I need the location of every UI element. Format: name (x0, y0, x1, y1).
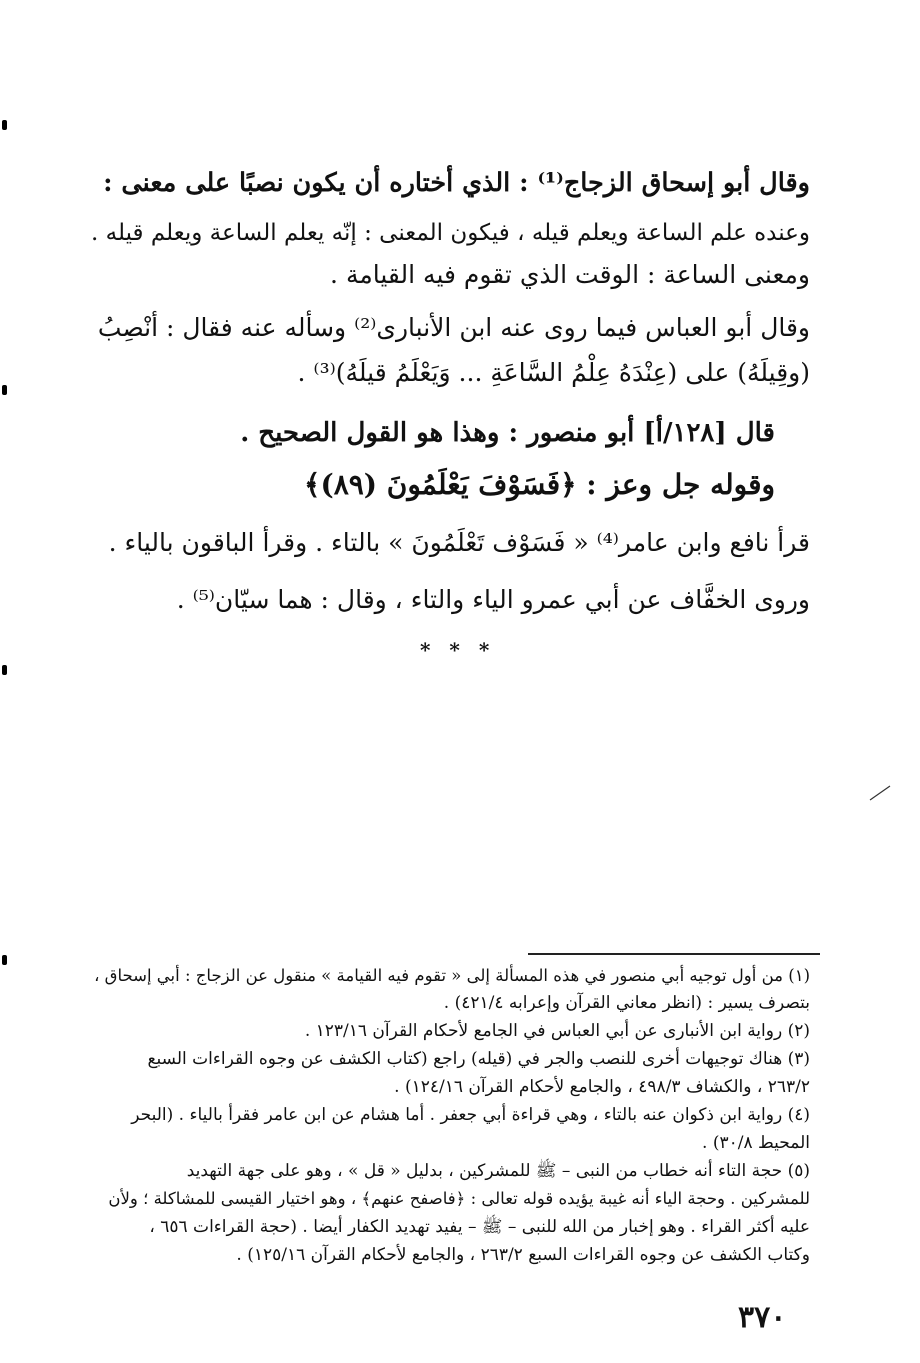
footnote-3: (٣) هناك توجيهات أخرى للنصب والجر في (قيله) راجع (كتاب الكشف عن وجوه القراءات السبع (147, 1049, 810, 1069)
body-line-8: قرأ نافع وابن عامر⁽⁴⁾ « فَسَوْف تَعْلَمُونَ » بالتاء . وقرأ الباقون بالياء . (108, 528, 810, 557)
scan-mark (2, 120, 7, 130)
footnote-4-cont: المحيط ٣٠/٨) . (702, 1133, 810, 1153)
scan-mark (2, 385, 7, 395)
footnote-5: (٥) حجة التاء أنه خطاب من النبى – ﷺ للمشركين ، بدليل « قل » ، وهو على جهة التهديد (186, 1161, 810, 1181)
footnote-2: (٢) رواية ابن الأنبارى عن أبي العباس في الجامع لأحكام القرآن ١٢٣/١٦ . (304, 1021, 810, 1041)
body-line-2: وعنده علم الساعة ويعلم قيله ، فيكون المعنى : إنّه يعلم الساعة ويعلم قيله . (91, 220, 810, 246)
footnote-4: (٤) رواية ابن ذكوان عنه بالتاء ، وهي قراءة أبي جعفر . أما هشام عن ابن عامر فقرأ بالياء . (البحر (131, 1105, 810, 1125)
pen-stroke-mark (868, 782, 892, 802)
footnote-rule (528, 953, 820, 955)
footnote-1: (١) من أول توجيه أبي منصور في هذه المسألة إلى « تقوم فيه القيامة » منقول عن الزجاج : أبي إسحاق ، (94, 966, 810, 985)
verse-line: وقوله جل وعز : ﴿فَسَوْفَ يَعْلَمُونَ (٨٩)﴾ (304, 468, 775, 501)
body-line-1: وقال أبو إسحاق الزجاج⁽¹⁾ : الذي أختاره أن يكون نصبًا على معنى : (103, 168, 810, 198)
body-line-3: ومعنى الساعة : الوقت الذي تقوم فيه القيامة . (330, 260, 810, 289)
body-line-5: (وقِيلَهُ) على (عِنْدَهُ عِلْمُ السَّاعَةِ ... وَيَعْلَمُ قيلَهُ)⁽³⁾ . (297, 358, 810, 387)
body-line-4: وقال أبو العباس فيما روى عنه ابن الأنبارى⁽²⁾ وسأله عنه فقال : أنْصِبُ (97, 313, 810, 342)
footnote-3-cont: ٢٦٣/٢ ، والكشاف ٤٩٨/٣ ، والجامع لأحكام القرآن ١٢٤/١٦) . (394, 1077, 810, 1097)
body-line-6: قال [١٢٨/أ] أبو منصور : وهذا هو القول الصحيح . (240, 418, 775, 448)
scan-mark (2, 665, 7, 675)
footnote-1-cont: بتصرف يسير : (انظر معاني القرآن وإعرابه ٤٢١/٤) . (443, 993, 810, 1013)
footnote-5-cont-3: وكتاب الكشف عن وجوه القراءات السبع ٢٦٣/٢ ، والجامع لأحكام القرآن ١٢٥/١٦) . (236, 1245, 810, 1265)
body-line-9: وروى الخفَّاف عن أبي عمرو الياء والتاء ، وقال : هما سيّان⁽⁵⁾ . (176, 585, 810, 614)
footnote-5-cont-1: للمشركين . وحجة الياء أنه غيبة يؤيده قوله تعالى : ﴿فاصفح عنهم﴾ ، وهو اختيار القيسى للمشاكلة ؛ ولأن (108, 1189, 810, 1208)
page-number: ٣٧٠ (738, 1300, 787, 1335)
section-separator: * * * (420, 638, 496, 662)
footnote-5-cont-2: عليه أكثر القراء . وهو إخبار من الله للنبى – ﷺ – يفيد تهديد الكفار أيضا . (حجة القراءات ٦٥٦ ، (149, 1217, 810, 1237)
scan-mark (2, 955, 7, 965)
